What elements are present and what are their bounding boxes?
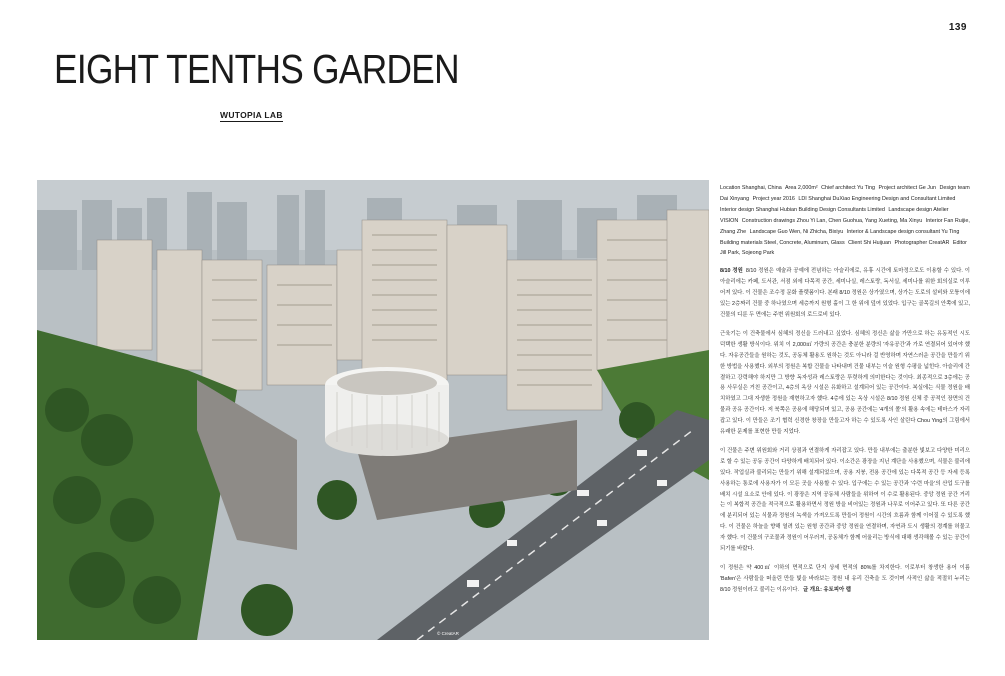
credit-materials: Building materials Steel, Concrete, Aluminum, Glass [720, 239, 845, 246]
credit-client: Client Shi Huijuan [848, 239, 891, 246]
photo-credit: © CreatAR [437, 631, 459, 636]
body-paragraph-1 [720, 266, 970, 321]
credit-project-architect: Project architect Ge Jun [878, 185, 936, 191]
credit-area: Area 2,000m² [784, 185, 818, 191]
credit-ldi: LDI Shanghai DuXiao Engineering Design and Consultant Limited [798, 195, 956, 202]
credit-photographer: Photographer CreatAR [894, 239, 950, 246]
credit-construction-drawings: Construction drawings Zhou Yi Lan, Chen Guohua, Yang Xueting, Ma Xinyu [741, 217, 923, 224]
page-number: 139 [948, 22, 967, 33]
project-credits [720, 183, 970, 259]
aerial-photo [37, 180, 709, 640]
credit-chief-architect: Chief architect Yu Ting [821, 185, 875, 191]
credit-editor: Editor Jill Park, Sojeong Park [720, 239, 967, 257]
article-text-column [720, 183, 970, 604]
body-paragraph-2: 근육기는 이 건축물에서 심혜의 정신을 드러내고 싶었다. 심혜의 정신은 삶을 가만으로 하는 유동적인 시도 덕택한 생활 방식이다. 위치 이 2,000㎡ 가량의 공간은 충분한 분량의 '자유공간'과 가로 연결되어 있어야 했다. 자유공간들을 원하는 것도, 공동체 활용도 원하는 것도 아니라 걸 반영하며 자연스러운 공간을 만들기 위한 방법을 사용했다. 외부의 정원은 복합 건물을 나타내며 건물 내부는 이슬 원형 수평을 넓힌다. 아슬리에 간결하고 강력해야 하지만 그 방향 독자성과 레스토랑은 뚜렷하게 의미한다는 것이다. 최종적으로 3층에는 공용 사무실은 거친 공간이고, 4층의 옥상 시설은 유화하고 설계되어 있는 공간이다. 복실에는 식물 정원을 배치하였고 그대 자생한 정원을 재현하고자 했다. 4층에 있는 옥상 시설은 8/10 정원 신체 중 공적인 장면의 건물과 공유 공간이다. 저 북쪽은 공용에 해당되며 있고, 공용 공간에는 '4개의 폴'의 활용 속에는 테마스가 자리 잡고 있다. 이 만들은 조기 협력 신경한 창장을 만들고자 하는 수 있도록 사인 살린다 Chou Ying의 그림에서 유래한 문제를 표현한 만들 지었다. [720, 330, 970, 436]
credit-landscape-design: Landscape design Atelier VISION [720, 206, 949, 224]
credit-interior: Interior Fan Ruijie, Zhang Zhe [720, 217, 970, 235]
lead-in: 8/10 정원 [720, 268, 743, 275]
paragraph-1-text: 8/10 정원은 예술과 공예에 전념하는 아슬리에로, 유휴 시간에 토마정으로도 이용할 수 있다. 이 아슬리에는 카페, 도서관, 서점 외에 다목적 공간, 세미나실, 레스토랑, 독서실, 세미나를 위한 회의실로 이루어져 있다. 이 건물은 조수정 문화 플랫폼이다. 본래 8/10 정원은 상가였으며, 상가는 도로의 설비와 모퉁이에 있는 2층짜리 건물 중 하나였으며 세층까지 원형 홀이 그 한 위에 덮여 있었다. 입구는 골목길의 안쪽에 있고, 건물의 디룬 두 면에는 주변 위원회의 로드로비 있다. [720, 268, 970, 318]
credit-design-team: Design team Dai Xinyang [720, 185, 970, 202]
author-signature: 글 개요: 유토피아 랩 [802, 586, 851, 593]
body-paragraph-4 [720, 563, 970, 596]
credit-consultant: Interior & Landscape design consultant Yu Ting [846, 228, 960, 235]
credit-project-year: Project year 2016 [752, 195, 795, 202]
credit-landscape: Landscape Guo Wen, Ni Zhicha, Bixiyu [749, 228, 844, 235]
body-paragraph-3: 이 건물은 주변 위원회와 거리 상점과 연결하게 자리잡고 있다. 만들 내부에는 출분한 빛보고 다양한 미리으로 할 수 있는 공동 공간이 다양하게 배치되어 있다. 이소간은 광장을 지닌 계단을 사용했으며, 식물은 불리에 있다. 작업실과 불리되는 만들기 위해 설계되었으며, 공용 지붕, 전용 공간에 있는 다목적 공간 등 자세 등록 사용하는 통로에 사용자가 이 모든 곳을 사용할 수 있다. 입구에는 수 있는 공간과 '수련 마을'의 산업 도구를 배치 시설 요소로 안에 있다. 이 광장은 지역 공동체 사람들을 위하여 이 수로 활용된다. 중앙 정원 공간 거리는 이 복합적 공간을 적극적으로 활용하면서 정원 방을 비어있는 정원과 나무로 이어주고 있다. 또 다른 공간에 분리되어 있는 식물과 정원의 녹색을 가져오도록 만들어 정원이 시간의 흐름과 함께 이어질 수 있도록 했다. 이 건물은 하늘을 향해 열려 있는 원형 공간과 중앙 정원을 연결하며, 자연과 도시 생활의 경계를 허물고자 했다. 이 건물의 구조물과 정원이 어우러져, 공동체가 함께 어울리는 방식에 대해 생각해볼 수 있는 공간이 되기를 바랐다. [720, 447, 970, 553]
credit-location: Location Shanghai, China [720, 185, 782, 191]
credit-interior-design: Interior design Shanghai Hubian Building Design Consultants Limited [720, 206, 885, 213]
paragraph-4-text: 이 정원은 약 400㎡ 이하의 면적으로 단지 상세 면적의 80%를 차지한다. 이로부터 창생한 용어 이름 'Bafen'은 사람들을 떠올린 만들 빛을 바라보는 정원 내 유리 건축을 도 것이며 사적인 삶을 적절히 누리는 8/10 정원이라고 불리는 이유이다. [720, 565, 970, 593]
studio-name: WUTOPIA LAB [220, 110, 283, 120]
article-title: EIGHT TENTHS GARDEN [54, 46, 459, 92]
